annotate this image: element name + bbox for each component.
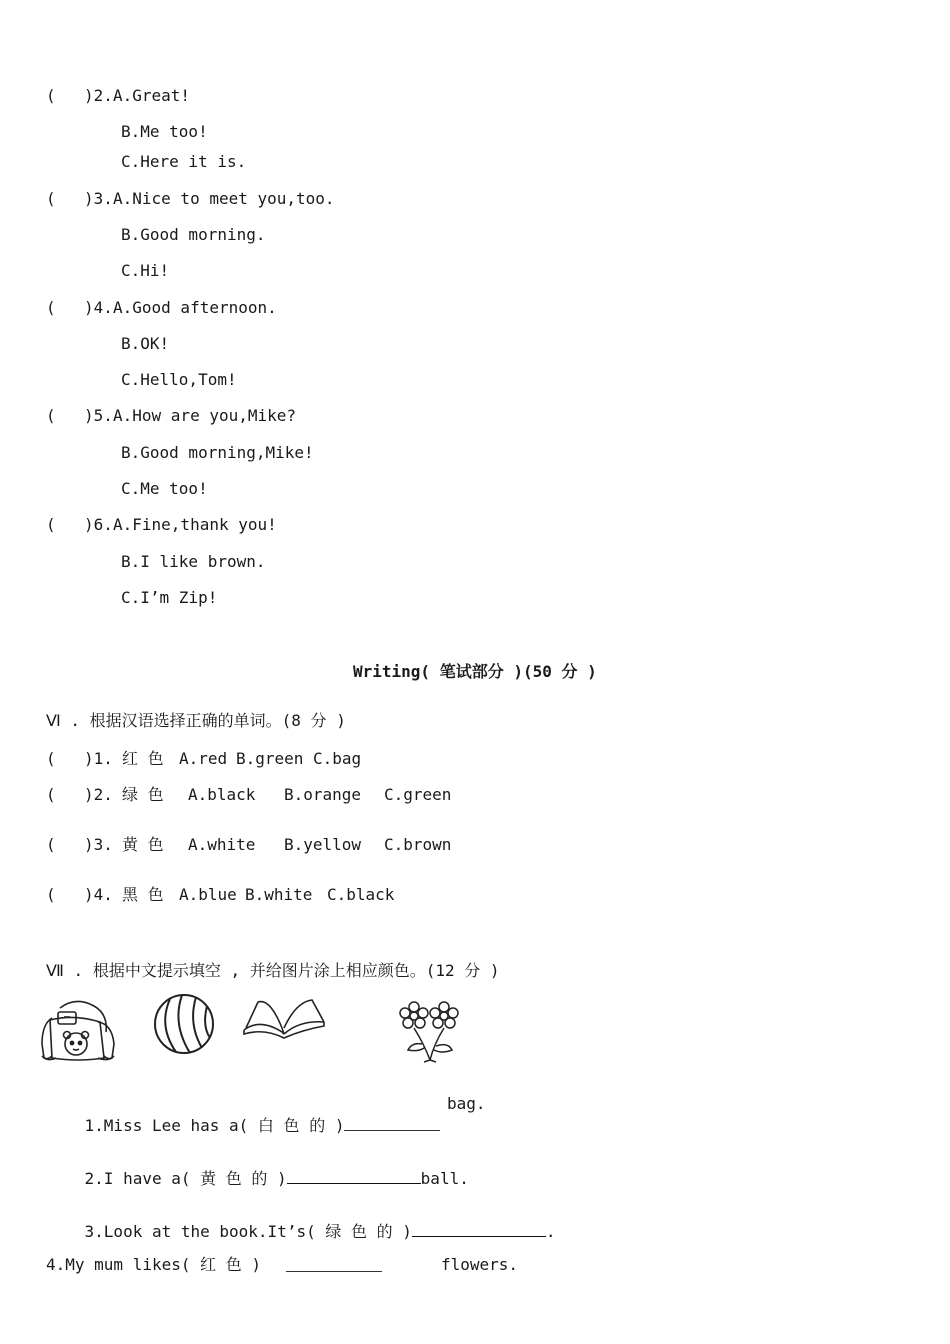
answer-paren: ( bbox=[46, 86, 56, 105]
option-a: A.blue bbox=[179, 885, 237, 904]
chinese-word: 红 色 bbox=[122, 749, 164, 768]
option-a: A.Fine,thank you! bbox=[113, 515, 277, 534]
ball-icon bbox=[152, 992, 216, 1056]
option-c: C.brown bbox=[384, 835, 452, 854]
answer-paren: ( bbox=[46, 515, 56, 534]
answer-blank-1[interactable] bbox=[344, 1114, 440, 1131]
option-b: B.Me too! bbox=[121, 122, 208, 141]
question-number: )5. bbox=[84, 406, 113, 425]
question-1-ending: bag. bbox=[447, 1094, 486, 1113]
fill-question-3 bbox=[46, 1200, 556, 1262]
question-number: )3. bbox=[84, 835, 113, 854]
writing-section-title: Writing( 笔试部分 )(50 分 ) bbox=[353, 662, 597, 681]
fill-question-4: 4.My mum likes( 红 色 ) bbox=[46, 1255, 262, 1274]
schoolbag-icon bbox=[38, 998, 118, 1064]
answer-blank-2[interactable] bbox=[287, 1167, 421, 1184]
chinese-word: 绿 色 bbox=[122, 785, 164, 804]
option-c: C.black bbox=[327, 885, 395, 904]
option-a: A.Good afternoon. bbox=[113, 298, 277, 317]
answer-blank-4[interactable] bbox=[286, 1255, 382, 1272]
chinese-word: 黑 色 bbox=[122, 885, 164, 904]
option-c: C.Here it is. bbox=[121, 152, 247, 171]
question-number: )2. bbox=[84, 785, 113, 804]
question-3-ending: . bbox=[545, 1222, 556, 1241]
option-a: A.Nice to meet you,too. bbox=[113, 189, 335, 208]
section-6-heading: Ⅵ . 根据汉语选择正确的单词。(8 分 ) bbox=[46, 711, 346, 730]
answer-paren: ( bbox=[46, 189, 56, 208]
question-1-text: 1.Miss Lee has a( 白 色 的 ) bbox=[84, 1116, 345, 1135]
option-b: B.white bbox=[245, 885, 313, 904]
section-7-heading: Ⅶ . 根据中文提示填空 , 并给图片涂上相应颜色。(12 分 ) bbox=[46, 961, 500, 980]
flowers-icon bbox=[394, 998, 470, 1064]
option-b: B.yellow bbox=[284, 835, 362, 854]
question-3-text: 3.Look at the book.It’s( 绿 色 的 ) bbox=[84, 1222, 412, 1241]
option-a: A.red bbox=[179, 749, 228, 768]
question-number: )6. bbox=[84, 515, 113, 534]
option-b: B.I like brown. bbox=[121, 552, 266, 571]
question-4-ending: flowers. bbox=[441, 1255, 519, 1274]
option-a: A.white bbox=[188, 835, 256, 854]
option-c: C.green bbox=[384, 785, 452, 804]
option-b: B.Good morning. bbox=[121, 225, 266, 244]
option-a: A.Great! bbox=[113, 86, 191, 105]
question-2-text: 2.I have a( 黄 色 的 ) bbox=[84, 1169, 287, 1188]
answer-paren: ( bbox=[46, 785, 56, 804]
option-b: B.orange bbox=[284, 785, 362, 804]
question-number: )4. bbox=[84, 885, 113, 904]
question-number: )1. bbox=[84, 749, 113, 768]
chinese-word: 黄 色 bbox=[122, 835, 164, 854]
answer-paren: ( bbox=[46, 885, 56, 904]
option-c: C.Hello,Tom! bbox=[121, 370, 237, 389]
question-2-ending: ball. bbox=[420, 1169, 469, 1188]
option-c: C.bag bbox=[313, 749, 362, 768]
answer-paren: ( bbox=[46, 406, 56, 425]
option-a: A.black bbox=[188, 785, 256, 804]
option-c: C.I’m Zip! bbox=[121, 588, 218, 607]
option-b: B.green bbox=[236, 749, 304, 768]
option-c: C.Me too! bbox=[121, 479, 208, 498]
question-number: )4. bbox=[84, 298, 113, 317]
option-b: B.OK! bbox=[121, 334, 170, 353]
question-number: )3. bbox=[84, 189, 113, 208]
option-b: B.Good morning,Mike! bbox=[121, 443, 314, 462]
answer-paren: ( bbox=[46, 749, 56, 768]
option-c: C.Hi! bbox=[121, 261, 170, 280]
question-number: )2. bbox=[84, 86, 113, 105]
answer-blank-3[interactable] bbox=[412, 1220, 546, 1237]
book-icon bbox=[240, 998, 328, 1040]
answer-paren: ( bbox=[46, 298, 56, 317]
answer-paren: ( bbox=[46, 835, 56, 854]
option-a: A.How are you,Mike? bbox=[113, 406, 297, 425]
